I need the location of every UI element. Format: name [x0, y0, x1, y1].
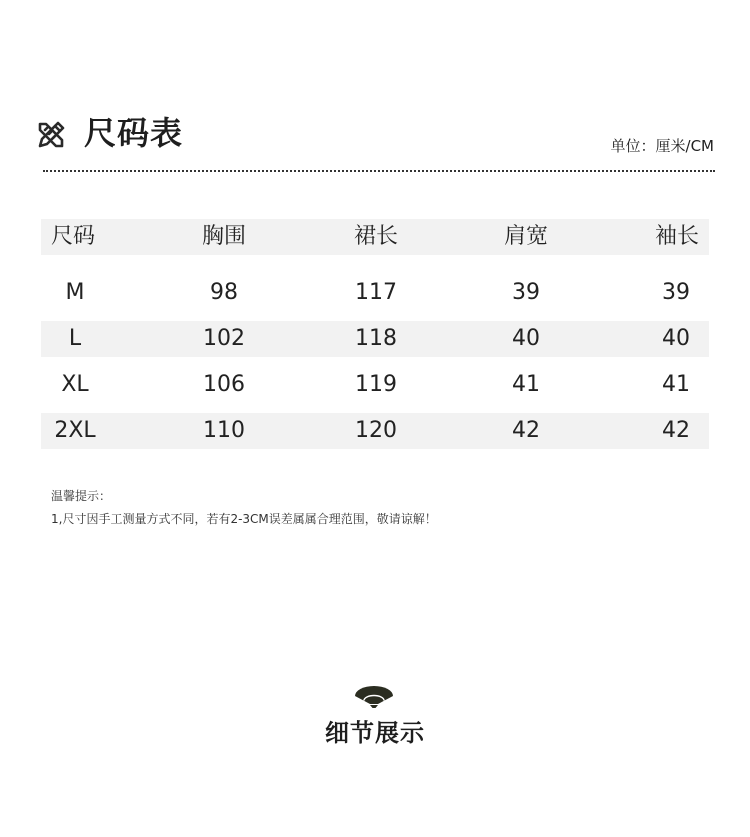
table-cell-shoulder: 40 [512, 326, 540, 351]
unit-label: 单位：厘米/CM [610, 137, 714, 155]
column-header-dress-length: 裙长 [353, 224, 398, 249]
table-cell-sleeve: 41 [662, 372, 690, 397]
table-cell-chest: 110 [203, 418, 245, 443]
table-cell-dress-length: 119 [355, 372, 397, 397]
table-header-row [41, 219, 709, 255]
table-cell-shoulder: 42 [512, 418, 540, 443]
column-header-size: 尺码 [51, 224, 96, 249]
table-cell-dress-length: 117 [355, 280, 397, 305]
table-cell-shoulder: 41 [512, 372, 540, 397]
notes-title: 温馨提示： [51, 489, 112, 503]
table-cell-chest: 102 [203, 326, 245, 351]
table-row [41, 275, 709, 311]
table-cell-size: 2XL [54, 418, 96, 443]
table-cell-dress-length: 118 [355, 326, 397, 351]
pencil-ruler-icon [34, 118, 68, 152]
table-cell-chest: 98 [210, 280, 238, 305]
table-cell-dress-length: 120 [355, 418, 397, 443]
fan-icon [353, 684, 395, 710]
column-header-sleeve: 袖长 [654, 224, 699, 249]
table-cell-sleeve: 42 [662, 418, 690, 443]
dotted-divider [43, 170, 715, 172]
table-cell-sleeve: 39 [662, 280, 690, 305]
page-title: 尺码表 [84, 114, 184, 152]
table-cell-size: XL [61, 372, 89, 397]
table-row [41, 367, 709, 403]
column-header-chest: 胸围 [201, 224, 246, 249]
notes-text: 1,尺寸因手工测量方式不同，若有2-3CM误差属属合理范围，敬请谅解！ [51, 512, 437, 526]
section-title: 细节展示 [325, 719, 425, 747]
table-cell-sleeve: 40 [662, 326, 690, 351]
table-cell-size: L [68, 326, 82, 351]
table-cell-shoulder: 39 [512, 280, 540, 305]
table-row [41, 321, 709, 357]
table-cell-chest: 106 [203, 372, 245, 397]
table-row [41, 413, 709, 449]
table-cell-size: M [65, 280, 85, 305]
column-header-shoulder: 肩宽 [503, 224, 548, 249]
